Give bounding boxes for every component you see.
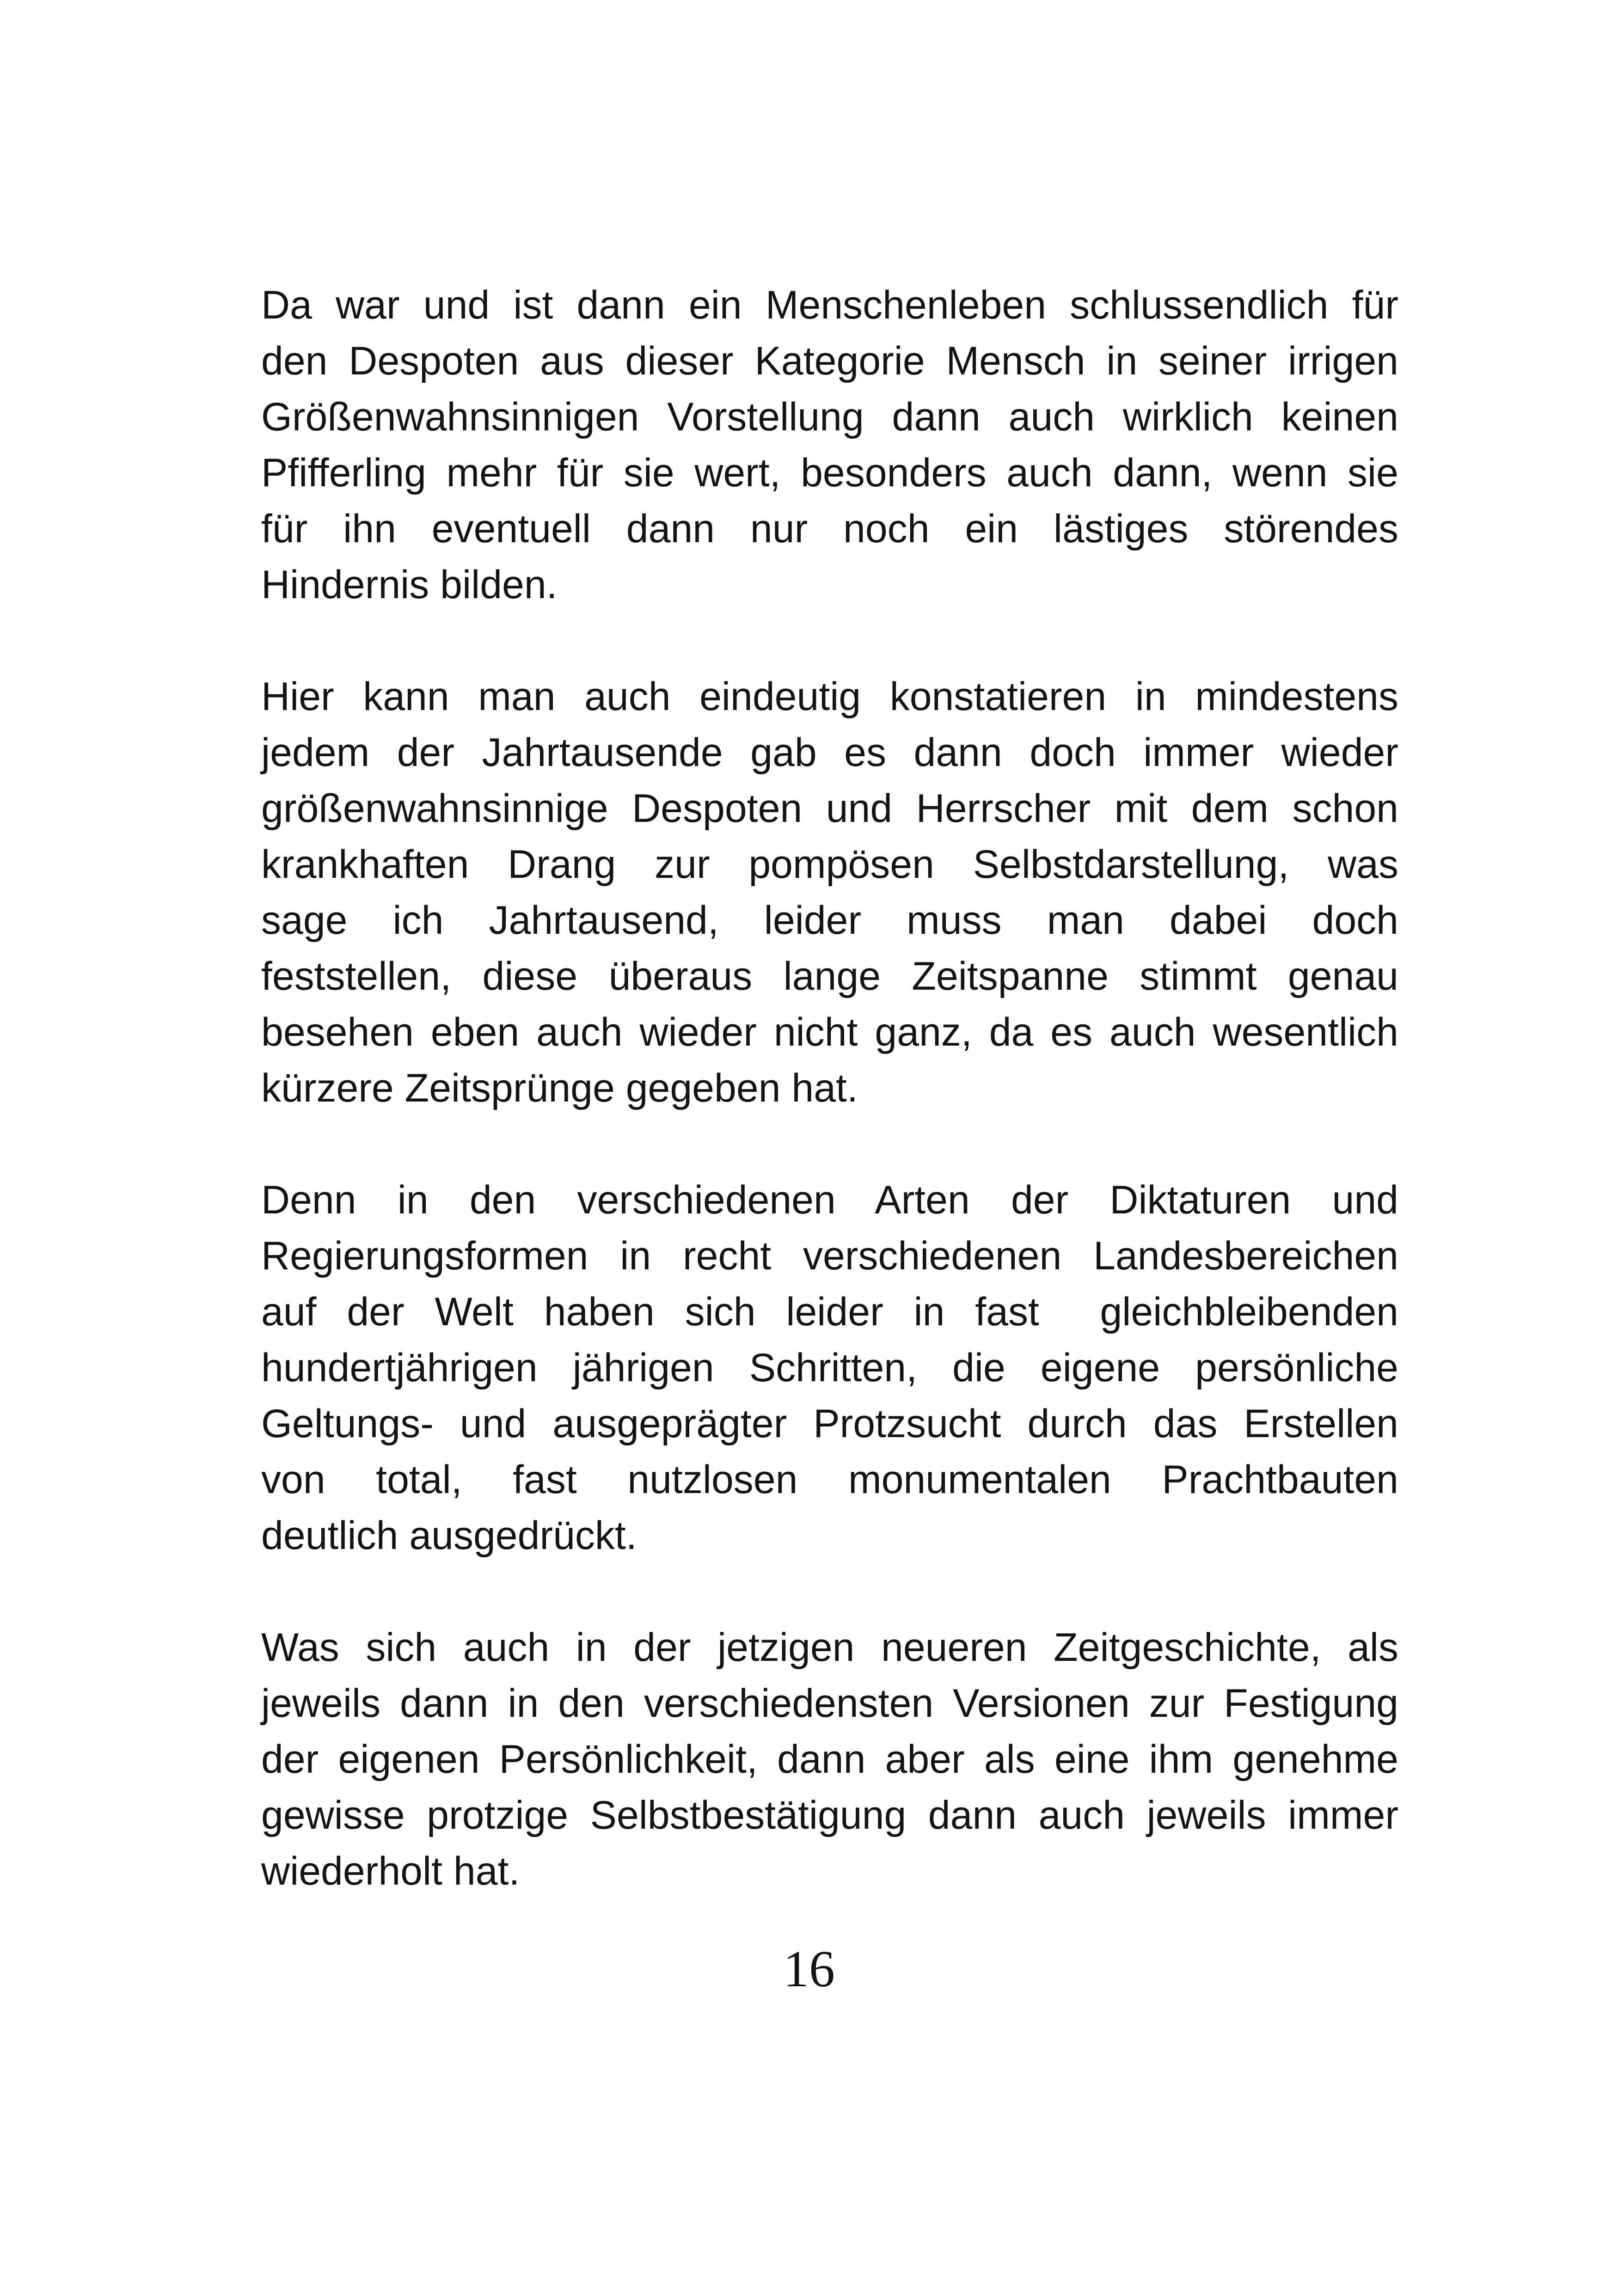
text-line: Da war und ist dann ein Menschenleben schlussendlich für xyxy=(261,283,1398,327)
text-line: krankhaften Drang zur pompösen Selbstdarstellung, was xyxy=(261,842,1398,887)
text-line: jeweils dann in den verschiedensten Versionen zur Festigung xyxy=(261,1681,1398,1726)
text-line: Denn in den verschiedenen Arten der Diktaturen und xyxy=(261,1178,1398,1222)
text-line: jedem der Jahrtausende gab es dann doch immer wieder xyxy=(261,730,1398,775)
text-line: Hindernis bilden. xyxy=(261,563,558,607)
text-line: Hier kann man auch eindeutig konstatieren in mindestens xyxy=(261,674,1398,719)
text-line: Regierungsformen in recht verschiedenen Landesbereichen xyxy=(261,1234,1398,1278)
text-line: Was sich auch in der jetzigen neueren Zeitgeschichte, als xyxy=(261,1625,1398,1670)
text-line: der eigenen Persönlichkeit, dann aber als eine ihm genehme xyxy=(261,1737,1398,1782)
paragraph-2 xyxy=(261,669,1398,1116)
text-line: den Despoten aus dieser Kategorie Mensch in seiner irrigen xyxy=(261,339,1398,383)
text-line: feststellen, diese überaus lange Zeitspanne stimmt genau xyxy=(261,954,1398,998)
text-line: kürzere Zeitsprünge gegeben hat. xyxy=(261,1066,858,1110)
text-line: hundertjährigen jährigen Schritten, die eigene persönliche xyxy=(261,1346,1398,1390)
paragraph-1 xyxy=(261,277,1398,613)
text-line: für ihn eventuell dann nur noch ein lästiges störendes xyxy=(261,507,1398,551)
text-line: besehen eben auch wieder nicht ganz, da es auch wesentlich xyxy=(261,1010,1398,1054)
text-line: sage ich Jahrtausend, leider muss man dabei doch xyxy=(261,898,1398,943)
text-line: wiederholt hat. xyxy=(261,1849,520,1893)
text-line: Pfifferling mehr für sie wert, besonders auch dann, wenn sie xyxy=(261,451,1398,495)
body-text xyxy=(261,277,1398,1955)
paragraph-4 xyxy=(261,1620,1398,1899)
text-line: Geltungs- und ausgeprägter Protzsucht durch das Erstellen xyxy=(261,1402,1398,1446)
text-line: Größenwahnsinnigen Vorstellung dann auch wirklich keinen xyxy=(261,395,1398,439)
text-line: von total, fast nutzlosen monumentalen Prachtbauten xyxy=(261,1457,1398,1502)
paragraph-3 xyxy=(261,1172,1398,1564)
text-line: gewisse protzige Selbstbestätigung dann auch jeweils immer xyxy=(261,1793,1398,1837)
page-number: 16 xyxy=(783,1941,835,1998)
text-line: deutlich ausgedrückt. xyxy=(261,1513,637,1558)
text-line: auf der Welt haben sich leider in fast gleichbleibenden xyxy=(261,1290,1398,1334)
text-line: größenwahnsinnige Despoten und Herrscher mit dem schon xyxy=(261,786,1398,831)
